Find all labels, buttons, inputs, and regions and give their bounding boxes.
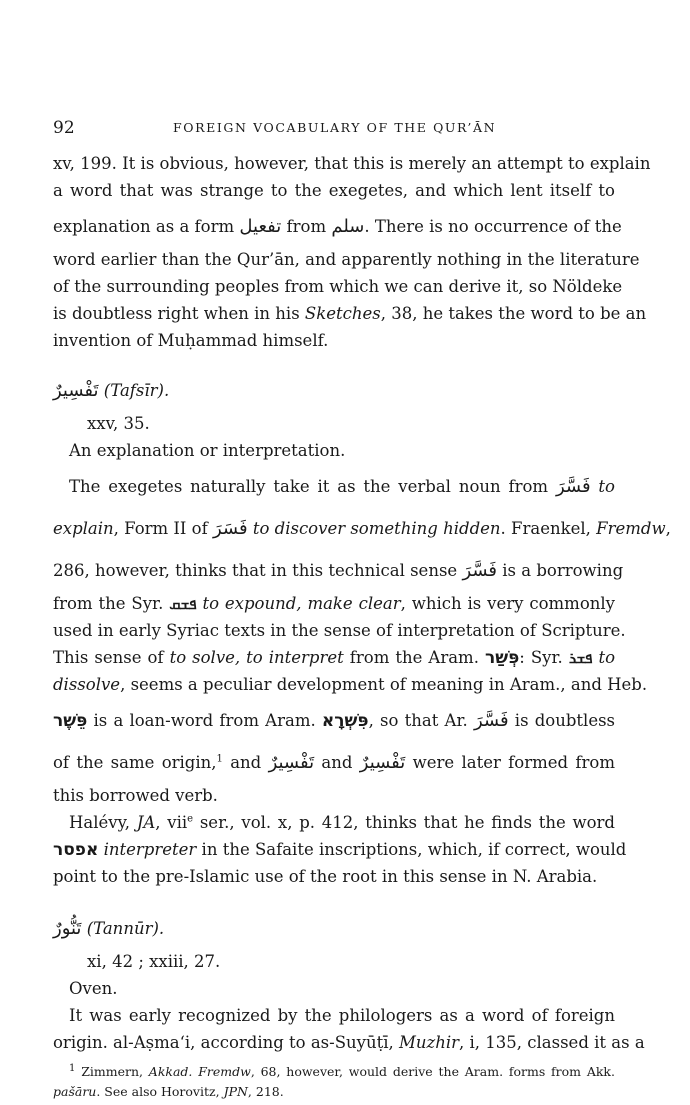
entry-definition: Oven. <box>69 979 118 998</box>
arabic-word: تفعيل <box>239 216 282 237</box>
entry-reference: xi, 42 ; xxiii, 27. <box>87 952 221 971</box>
text-line: explain, Form II of فَسَرَ to discover something hidden. Fraenkel, Fremdw, <box>53 518 671 539</box>
arabic-word: فَسَّرَ <box>555 476 591 497</box>
running-header <box>53 118 613 140</box>
arabic-word: سلم <box>331 216 365 237</box>
text-line: 286, however, thinks that in this technical sense فَسَّرَ is a borrowing <box>53 560 624 581</box>
text-line: used in early Syriac texts in the sense of interpretation of Scripture. <box>53 621 626 640</box>
running-title: FOREIGN VOCABULARY OF THE QUR’ĀN <box>173 120 497 135</box>
entry-definition: An explanation or interpretation. <box>69 441 346 460</box>
hebrew-word: פְּשַׁר <box>484 648 520 668</box>
text-line: is doubtless right when in his Sketches, 38, he takes the word to be an <box>53 304 647 323</box>
syriac-word: ܦܫܪ <box>568 649 593 667</box>
page-number: 92 <box>53 118 75 138</box>
hebrew-word: פֵּשֶׁר <box>53 711 88 731</box>
text-line: This sense of to solve, to interpret from the Aram. פְּשַׁר: Syr. ܦܫܪ to <box>53 648 616 668</box>
text-line: It was early recognized by the philologers as a word of foreign <box>69 1006 615 1025</box>
arabic-word: فَسَّرَ <box>462 560 498 581</box>
text-line: invention of Muḥammad himself. <box>53 331 329 350</box>
entry-heading-tannur: تَنُّورٌ (Tannūr). <box>53 918 165 939</box>
arabic-word: فَسَّرَ <box>474 710 509 731</box>
footnote: pašāru. See also Horovitz, JPN, 218. <box>53 1084 284 1099</box>
text-line: xv, 199. It is obvious, however, that this is merely an attempt to explain <box>53 154 651 173</box>
text-line: explanation as a form تفعيل from سلم. There is no occurrence of the <box>53 216 622 237</box>
arabic-word: فَسَرَ <box>212 518 248 539</box>
text-line: from the Syr. ܦܫܩ to expound, make clear, which is very commonly <box>53 594 615 613</box>
hebrew-word: פִּשְׁרָא <box>321 711 369 731</box>
arabic-word: تَفْسِيرٌ <box>268 752 315 773</box>
text-line: Halévy, JA, vii$^e$ ser., vol. x, p. 412, thinks that he finds the word <box>69 813 615 832</box>
arabic-headword: تَفْسِيرٌ <box>53 380 99 401</box>
text-line: אפסר interpreter in the Safaite inscriptions, which, if correct, would <box>53 840 627 860</box>
text-line: word earlier than the Qur’ān, and apparently nothing in the literature <box>53 250 640 269</box>
text-line: of the same origin,$^1$ and تَفْسِيرٌ and تَفْسِيرٌ were later formed from <box>53 752 615 773</box>
text-line: this borrowed verb. <box>53 786 218 805</box>
footnote: $^1$ Zimmern, Akkad. Fremdw, 68, however, would derive the Aram. forms from Akk. <box>69 1062 615 1079</box>
page-body <box>53 150 671 1102</box>
text-line: The exegetes naturally take it as the verbal noun from فَسَّرَ to <box>69 476 615 497</box>
hebrew-word: אפסר <box>53 840 99 860</box>
text-line: a word that was strange to the exegetes, and which lent itself to <box>53 181 615 200</box>
text-line: point to the pre-Islamic use of the root in this sense in N. Arabia. <box>53 867 598 886</box>
text-line: dissolve, seems a peculiar development of meaning in Aram., and Heb. <box>53 675 648 694</box>
text-line: of the surrounding peoples from which we can derive it, so Nöldeke <box>53 277 623 296</box>
syriac-word: ܦܫܩ <box>169 595 197 613</box>
text-line: פֵּשֶׁר is a loan-word from Aram. פִּשְׁרָא, so that Ar. فَسَّرَ is doubtless <box>53 710 616 731</box>
arabic-headword: تَنُّورٌ <box>53 918 82 939</box>
footnote-mark: 1 <box>216 753 223 765</box>
text-line: origin. al-Aṣma‘i, according to as-Suyūṭī, Muzhir, i, 135, classed it as a <box>53 1033 645 1052</box>
entry-reference: xxv, 35. <box>87 414 150 433</box>
arabic-word: تَفْسِيرٌ <box>359 752 406 773</box>
entry-heading-tafsir: تَفْسِيرٌ (Tafsīr). <box>53 380 170 401</box>
